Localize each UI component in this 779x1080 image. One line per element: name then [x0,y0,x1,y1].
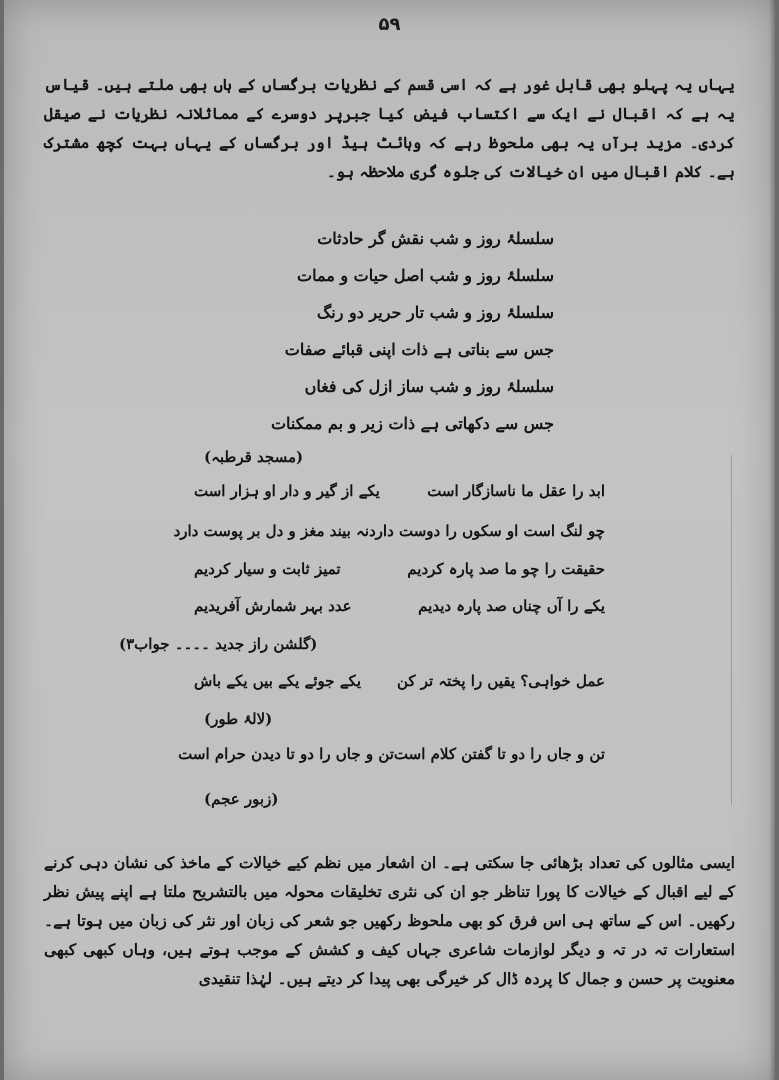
misra-second: تن و جاں را دو تا دیدن حرام است [178,745,394,763]
couplet-row [194,482,605,512]
misra-second: تمیز ثابت و سیار کردیم [194,560,341,578]
couplet-row [173,522,605,552]
misra-second: نہ بیند مغز و دل بر پوست دارد [173,522,369,540]
margin-line [731,455,732,805]
poem-line: جس سے دکھاتی ہے ذات زیر و بم ممکنات [270,414,554,433]
couplet-row [194,560,605,590]
poem-line: سلسلۂ روز و شب تار حریر دو رنگ [316,303,554,322]
top-paragraph: یہاں یہ پہلو بھی قابل غور ہے کہ اسی قسم کے نظریات برگساں کے ہاں بھی ملتے ہیں۔ قیاس یہ ہے کہ اقبال نے ایک سے اکتساب فیض کیا جبرپر دوسرے کے مماثلانہ نظریات نے صیقل کردی۔ مزید برآں یہ بھی ملحوظ رہے کہ وہائٹ ہیڈ اور برگساں کے یہاں بہت کچھ مشترک ہے۔ کلام اقبال میں ان خیالات کی جلوہ گری ملاحظہ ہو۔ [44,75,735,181]
misra-second: یکے جوئے یکے بیں یکے باش [194,672,362,690]
source-citation: (زبور عجم) [204,790,279,808]
couplet-row [194,672,605,702]
document-page [4,0,775,1080]
misra-first: چو لنگ است او سکوں را دوست دارد [369,522,605,540]
couplet-row [194,597,605,627]
source-citation: (لالۂ طور) [204,710,273,728]
misra-first: عمل خواہی؟ یقیں را پختہ تر کن [396,672,605,690]
bottom-paragraph: ایسی مثالوں کی تعداد بڑھائی جا سکتی ہے۔ ان اشعار میں نظم کیے خیالات کے ماخذ کی نشان دہی کرنے کے لیے اقبال کے خیالات کا پورا تناظر جو ان کی نثری تخلیقات محولہ میں بالتشریح ملتا ہے اپنے پیش نظر رکھیں۔ اس کے ساتھ ہی اس فرق کو بھی ملحوظ رکھیں جو شعر کی زبان اور نثر کی زبان میں ہوتا ہے۔ استعارات تہ در تہ و دیگر لوازمات شاعری جہاں کیف و کشش کے موجب ہوتے ہیں، وہاں کبھی کبھی معنویت پر حسن و جمال کا پردہ ڈال کر خیرگی بھی پیدا کر دیتے ہیں۔ لہٰذا تنقیدی [44,853,735,988]
misra-first: یکے را آں چناں صد پارہ دیدیم [418,597,605,615]
page-number: ۵۹ [378,14,401,35]
page-fold-shadow [769,0,775,1080]
misra-first: تن و جاں را دو تا گفتن کلام است [393,745,605,763]
misra-second: عدد بہر شمارش آفریدیم [194,597,352,615]
source-citation: (مسجد قرطبہ) [204,448,304,466]
misra-second: یکے از گیر و دار او ہزار است [194,482,380,500]
poem-line: سلسلۂ روز و شب اصل حیات و ممات [297,266,554,285]
source-citation: (گلشن راز جدید ۔۔۔۔ جواب۳) [119,635,318,653]
couplet-row [178,745,605,775]
misra-first: حقیقت را چو ما صد پارہ کردیم [407,560,605,578]
misra-first: ابد را عقل ما ناسازگار است [427,482,605,500]
poem-line: سلسلۂ روز و شب ساز ازل کی فغاں [304,377,554,396]
poem-line: سلسلۂ روز و شب نقش گر حادثات [317,229,554,248]
poem-stanza [254,220,554,442]
poem-line: جس سے بناتی ہے ذات اپنی قبائے صفات [284,340,554,359]
